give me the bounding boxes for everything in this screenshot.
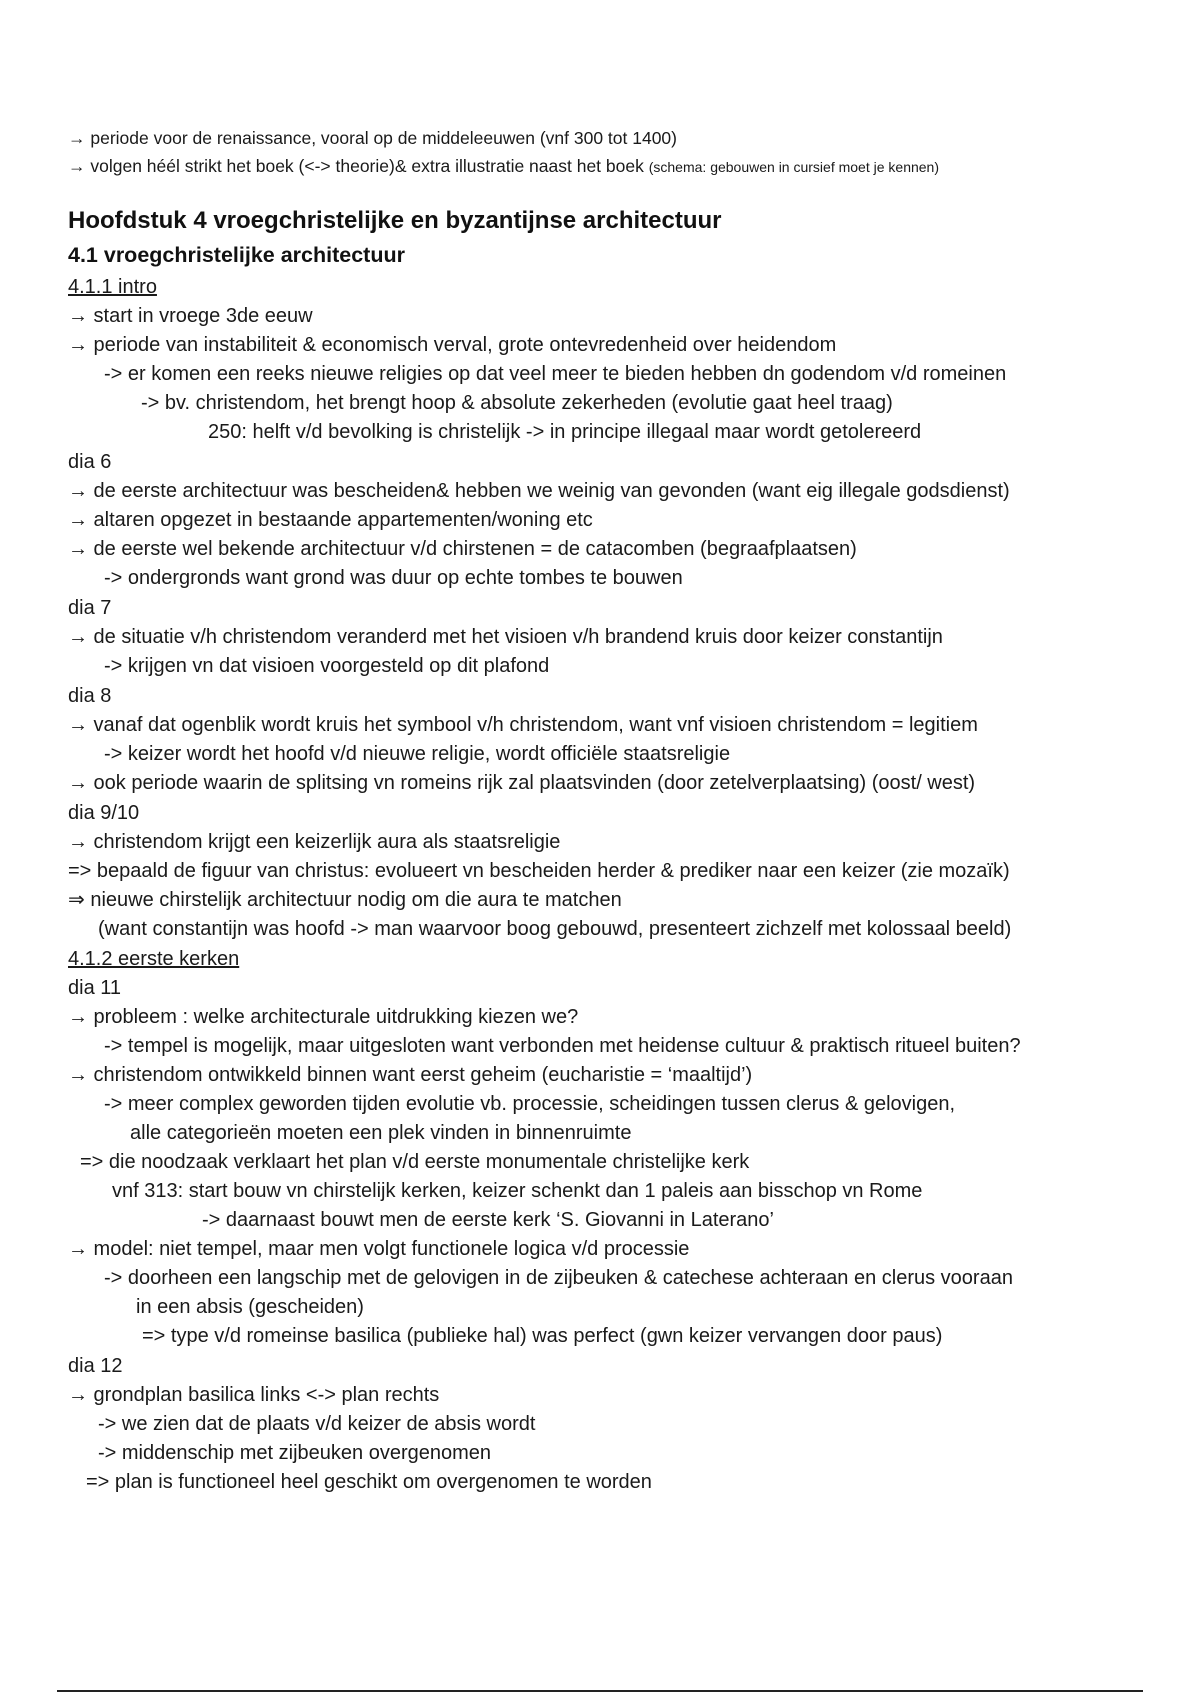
text-line: -> keizer wordt het hoofd v/d nieuwe religie, wordt officiële staatsreligie	[104, 743, 731, 765]
text-line: => die noodzaak verklaart het plan v/d eerste monumentale christelijke kerk	[80, 1151, 750, 1173]
intro-line-2-note: (schema: gebouwen in cursief moet je kennen)	[648, 159, 940, 175]
text-line: => type v/d romeinse basilica (publieke hal) was perfect (gwn keizer vervangen door paus)	[142, 1325, 943, 1347]
text-line: → model: niet tempel, maar men volgt functionele logica v/d processie	[68, 1238, 690, 1260]
chapter-title: Hoofdstuk 4 vroegchristelijke en byzantijnse architectuur	[68, 207, 722, 234]
text-line: → de situatie v/h christendom veranderd met het visioen v/h brandend kruis door keizer constantijn	[68, 626, 943, 648]
text-line: -> daarnaast bouwt men de eerste kerk ‘S. Giovanni in Laterano’	[202, 1209, 774, 1231]
text-line: → christendom krijgt een keizerlijk aura als staatsreligie	[68, 831, 561, 853]
text-line: -> er komen een reeks nieuwe religies op dat veel meer te bieden hebben dn godendom v/d romeinen	[104, 363, 1007, 385]
text-line: in een absis (gescheiden)	[136, 1296, 364, 1318]
text-line: -> doorheen een langschip met de gelovigen in de zijbeuken & catechese achteraan en clerus vooraan	[104, 1267, 1013, 1289]
text-line: → altaren opgezet in bestaande appartementen/woning etc	[68, 509, 593, 531]
dia-label: dia 6	[68, 451, 112, 473]
dia-label: dia 8	[68, 685, 112, 707]
text-line: alle categorieën moeten een plek vinden in binnenruimte	[130, 1122, 632, 1144]
dia-label: dia 11	[68, 977, 122, 999]
text-line: -> meer complex geworden tijden evolutie vb. processie, scheidingen tussen clerus & gelovigen,	[104, 1093, 956, 1115]
text-line: -> bv. christendom, het brengt hoop & absolute zekerheden (evolutie gaat heel traag)	[141, 392, 893, 414]
text-line: => bepaald de figuur van christus: evolueert vn bescheiden herder & prediker naar een keizer (zie mozaïk)	[68, 860, 1010, 882]
text-line: -> ondergronds want grond was duur op echte tombes te bouwen	[104, 567, 683, 589]
dia-label: dia 7	[68, 597, 112, 619]
text-line: -> tempel is mogelijk, maar uitgesloten want verbonden met heidense cultuur & praktisch ritueel buiten?	[104, 1035, 1021, 1057]
text-line: (want constantijn was hoofd -> man waarvoor boog gebouwd, presenteert zichzelf met kolossaal beeld)	[98, 918, 1012, 940]
text-line: => plan is functioneel heel geschikt om overgenomen te worden	[86, 1471, 652, 1493]
text-line: -> krijgen vn dat visioen voorgesteld op dit plafond	[104, 655, 550, 677]
intro-line-1: → periode voor de renaissance, vooral op de middeleeuwen (vnf 300 tot 1400)	[68, 128, 677, 148]
intro-line-2-main: → volgen héél strikt het boek (<-> theorie)& extra illustratie naast het boek	[68, 156, 644, 176]
text-line: → probleem : welke architecturale uitdrukking kiezen we?	[68, 1006, 579, 1028]
subsection-intro-heading: 4.1.1 intro	[68, 276, 157, 298]
text-line: → ook periode waarin de splitsing vn romeins rijk zal plaatsvinden (door zetelverplaatsing) (oost/ west)	[68, 772, 976, 794]
section-title: 4.1 vroegchristelijke architectuur	[68, 243, 405, 267]
text-line: → grondplan basilica links <-> plan rechts	[68, 1384, 440, 1406]
subsection-kerken-heading: 4.1.2 eerste kerken	[68, 948, 240, 970]
text-line: → start in vroege 3de eeuw	[68, 305, 313, 327]
text-line: -> middenschip met zijbeuken overgenomen	[98, 1442, 491, 1464]
intro-line-2	[68, 154, 939, 179]
text-line: → periode van instabiliteit & economisch verval, grote ontevredenheid over heidendom	[68, 334, 837, 356]
text-line: ⇒ nieuwe chirstelijk architectuur nodig om die aura te matchen	[68, 889, 622, 911]
dia-label: dia 12	[68, 1355, 123, 1377]
text-line: → christendom ontwikkeld binnen want eerst geheim (eucharistie = ‘maaltijd’)	[68, 1064, 753, 1086]
page-bottom-rule	[57, 1690, 1143, 1692]
text-line: → de eerste wel bekende architectuur v/d chirstenen = de catacomben (begraafplaatsen)	[68, 538, 857, 560]
text-line: -> we zien dat de plaats v/d keizer de absis wordt	[98, 1413, 536, 1435]
dia-label: dia 9/10	[68, 802, 140, 824]
text-line: vnf 313: start bouw vn chirstelijk kerken, keizer schenkt dan 1 paleis aan bisschop vn Rome	[112, 1180, 923, 1202]
text-line: 250: helft v/d bevolking is christelijk -> in principe illegaal maar wordt getolereerd	[208, 421, 922, 443]
text-line: → de eerste architectuur was bescheiden& hebben we weinig van gevonden (want eig illegale godsdienst)	[68, 480, 1010, 502]
text-line: → vanaf dat ogenblik wordt kruis het symbool v/h christendom, want vnf visioen christendom = legitiem	[68, 714, 978, 736]
